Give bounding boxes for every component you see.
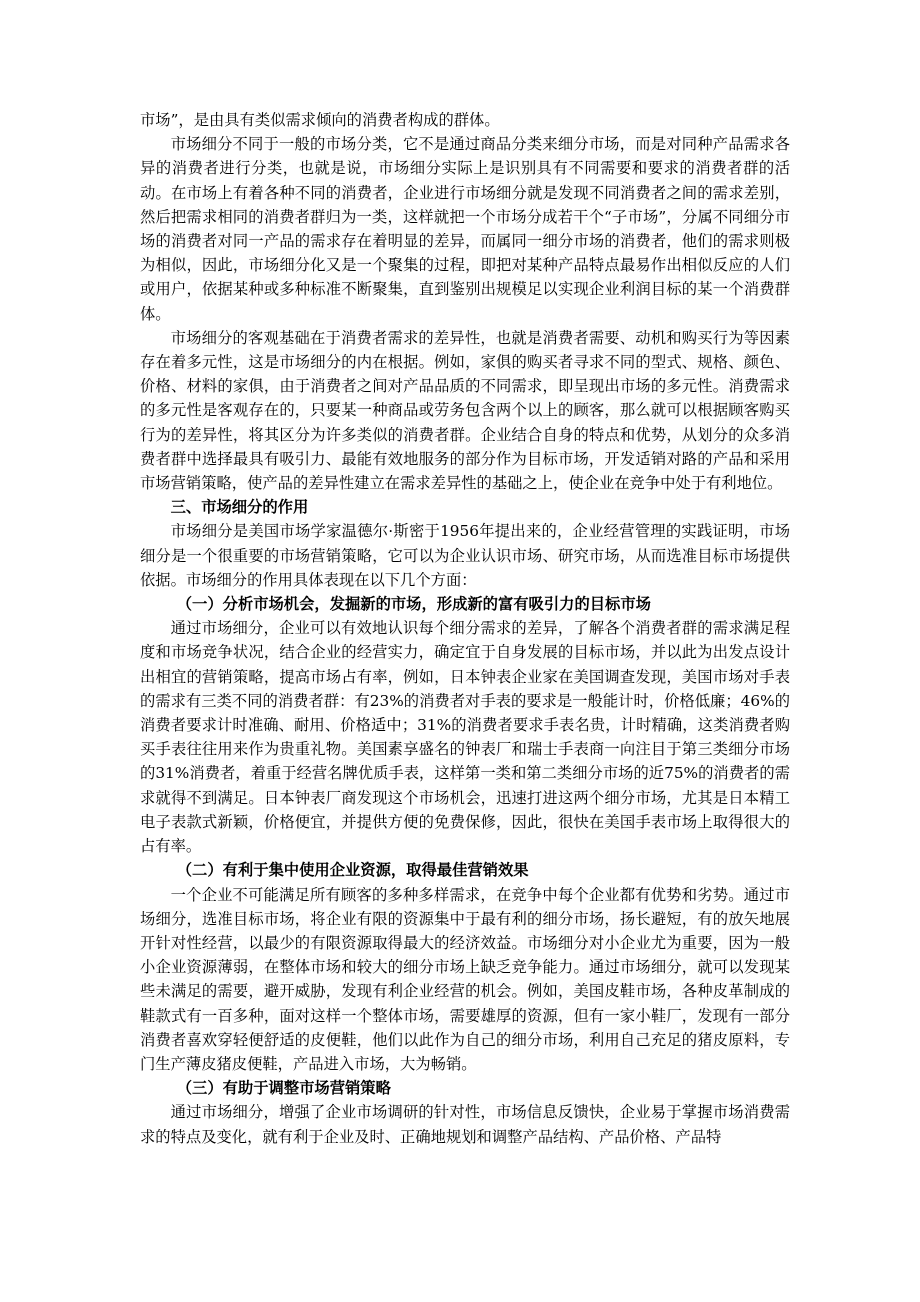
paragraph-shoe-example: 一个企业不可能满足所有顾客的多种多样需求，在竞争中每个企业都有优势和劣势。通过市场细分，选准目标市场，将企业有限的资源集中于最有利的细分市场，扬长避短，有的放矢地展开针对性经营，以最少的有限资源取得最大的经济效益。市场细分对小企业尤为重要，因为一般小企业资源薄弱，在整体市场和较大的细分市场上缺乏竞争能力。通过市场细分，就可以发现某些未满足的需要，避开威胁，发现有利企业经营的机会。例如，美国皮鞋市场，各种皮革制成的鞋款式有一百多种，面对这样一个整体市场，需要雄厚的资源，但有一家小鞋厂，发现有一部分消费者喜欢穿轻便舒适的皮便鞋，他们以此作为自己的细分市场，利用自己充足的猪皮原料，专门生产薄皮猪皮便鞋，产品进入市场，大为畅销。 (140, 885, 790, 1073)
subheading-1: （一）分析市场机会，发掘新的市场，形成新的富有吸引力的目标市场 (176, 595, 651, 614)
paragraph-basis: 市场细分的客观基础在于消费者需求的差异性，也就是消费者需要、动机和购买行为等因素存在着多元性，这是市场细分的内在根据。例如，家俱的购买者寻求不同的型式、规格、颜色、价格、材料的家俱，由于消费者之间对产品品质的不同需求，即呈现出市场的多元性。消费需求的多元性是客观存在的，只要某一种商品或劳务包含两个以上的顾客，那么就可以根据顾客购买行为的差异性，将其区分为许多类似的消费者群。企业结合自身的特点和优势，从划分的众多消费者群中选择最具有吸引力、最能有效地服务的部分作为目标市场，开发适销对路的产品和采用市场营销策略，使产品的差异性建立在需求差异性的基础之上，使企业在竞争中处于有利地位。 (140, 328, 790, 493)
paragraph-definition: 市场细分不同于一般的市场分类，它不是通过商品分类来细分市场，而是对同种产品需求各异的消费者进行分类，也就是说，市场细分实际上是识别具有不同需要和要求的消费者群的活动。在市场上有着各种不同的消费者，企业进行市场细分就是发现不同消费者之间的需求差别，然后把需求相同的消费者群归为一类，这样就把一个市场分成若干个“子市场”，分属不同细分市场的消费者对同一产品的需求存在着明显的差异，而属同一细分市场的消费者，他们的需求则极为相似，因此，市场细分化又是一个聚集的过程，即把对某种产品特点最易作出相似反应的人们或用户，依据某种或多种标准不断聚集，直到鉴别出规模足以实现企业利润目标的某一个消费群体。 (140, 135, 790, 323)
paragraph-strategy: 通过市场细分，增强了企业市场调研的针对性，市场信息反馈快，企业易于掌握市场消费需求的特点及变化，就有利于企业及时、正确地规划和调整产品结构、产品价格、产品特 (140, 1103, 790, 1146)
section-heading-3: 三、市场细分的作用 (170, 498, 309, 517)
paragraph-origin: 市场细分是美国市场学家温德尔·斯密于1956年提出来的，企业经营管理的实践证明，市场细分是一个很重要的市场营销策略，它可以为企业认识市场、研究市场，从而选准目标市场提供依据。市场细分的作用具体表现在以下几个方面： (140, 522, 790, 589)
paragraph-watch-example: 通过市场细分，企业可以有效地认识每个细分需求的差异，了解各个消费者群的需求满足程度和市场竞争状况，结合企业的经营实力，确定宜于自身发展的目标市场，并以此为出发点设计出相宜的营销策略，提高市场占有率，例如，日本钟表企业家在美国调查发现，美国市场对手表的需求有三类不同的消费者群：有23%的消费者对手表的要求是一般能计时，价格低廉；46%的消费者要求计时准确、耐用、价格适中；31%的消费者要求手表名贵，计时精确，这类消费者购买手表往往用来作为贵重礼物。美国素享盛名的钟表厂和瑞士手表商一向注目于第三类细分市场的31%消费者，着重于经营名牌优质手表，这样第一类和第二类细分市场的近75%的消费者的需求就得不到满足。日本钟表厂商发现这个市场机会，迅速打进这两个细分市场，尤其是日本精工电子表款式新颖，价格便宜，并提供方便的免费保修，因此，很快在美国手表市场上取得很大的占有率。 (140, 619, 790, 856)
document-page (140, 108, 790, 1149)
paragraph-continuation: 市场”，是由具有类似需求倾向的消费者构成的群体。 (140, 111, 500, 129)
subheading-2: （二）有利于集中使用企业资源，取得最佳营销效果 (176, 861, 529, 880)
subheading-3: （三）有助于调整市场营销策略 (176, 1079, 391, 1098)
